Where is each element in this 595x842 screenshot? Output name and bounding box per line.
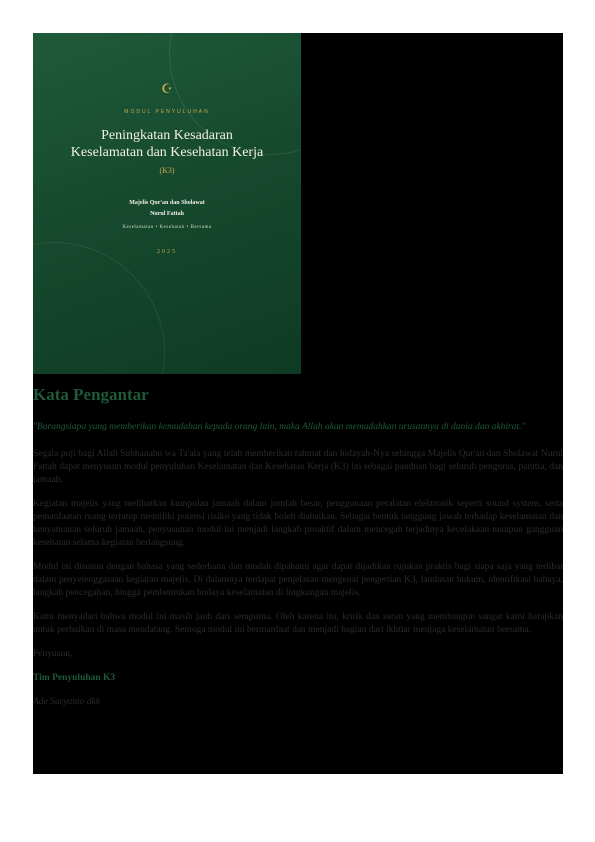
cover-decor-arc-bottom — [33, 242, 165, 374]
cover-motto: Keselamatan • Kesehatan • Bersama — [122, 225, 212, 230]
preface-paragraph-2: Kegiatan majelis yang melibatkan kumpulan jamaah dalam jumlah besar, penggunaan peralatan elektronik seperti sound system, serta pemanfaatan ruang tertutup memiliki potensi risiko yang tidak boleh diabaikan. Sebagai bentuk tanggung jawab terhadap keselamatan dan kenyamanan seluruh jamaah, penyusunan modul ini menjadi langkah proaktif dalam mencegah terjadinya kecelakaan maupun gangguan kesehatan selama kegiatan berlangsung. — [33, 499, 563, 548]
cover-org-line1: Majelis Qur'an dan Sholawat — [129, 200, 205, 206]
cover-year: 2025 — [157, 249, 177, 255]
signoff: Penyusun, — [33, 649, 73, 659]
opening-quote: "Barangsiapa yang memberikan kemudahan kepada orang lain, maka Allah akan memudahkan urusannya di dunia dan akhirat." — [33, 422, 526, 432]
preface-paragraph-3: Modul ini disusun dengan bahasa yang sederhana dan mudah dipahami agar dapat dijadikan rujukan praktis bagi siapa saja yang terlibat dalam penyelenggaraan kegiatan majelis. Di dalamnya terdapat penjelasan mengenai pengertian K3, landasan hukum, identifikasi bahaya, langkah pencegahan, hingga pembentukan budaya keselamatan di lingkungan majelis. — [33, 562, 563, 598]
document-page — [33, 33, 563, 774]
cover-org-line2: Nurul Fattah — [150, 211, 184, 217]
cover-tag: (K3) — [159, 166, 175, 175]
crescent-star-icon: ☪ — [161, 81, 173, 96]
cover-title-line1: Peningkatan Kesadaran — [101, 128, 233, 143]
preface-paragraph-1: Segala puji bagi Allah Subhanahu wa Ta'ala yang telah memberikan rahmat dan hidayah-Nya sehingga Majelis Qur'an dan Sholawat Nurul Fattah dapat menyusun modul penyuluhan Keselamatan dan Kesehatan Kerja (K3) ini sebagai panduan bagi seluruh pengurus, panitia, dan jamaah. — [33, 449, 563, 485]
preface-section — [33, 385, 563, 709]
preface-paragraph-4: Kami menyadari bahwa modul ini masih jauh dari sempurna. Oleh karena itu, kritik dan saran yang membangun sangat kami harapkan untuk perbaikan di masa mendatang. Semoga modul ini bermanfaat dan menjadi bagian dari ikhtiar menjaga keselamatan bersama. — [33, 612, 563, 635]
cover-title — [33, 127, 301, 161]
cover-title-line2: Keselamatan dan Kesehatan Kerja — [70, 145, 264, 160]
team-name: Tim Penyuluhan K3 — [33, 673, 116, 683]
preface-heading: Kata Pengantar — [33, 385, 149, 404]
cover-kicker: MODUL PENYULUHAN — [124, 109, 210, 115]
cover-image — [33, 33, 301, 374]
author-name: Ade Suryanto dkk — [33, 697, 101, 707]
